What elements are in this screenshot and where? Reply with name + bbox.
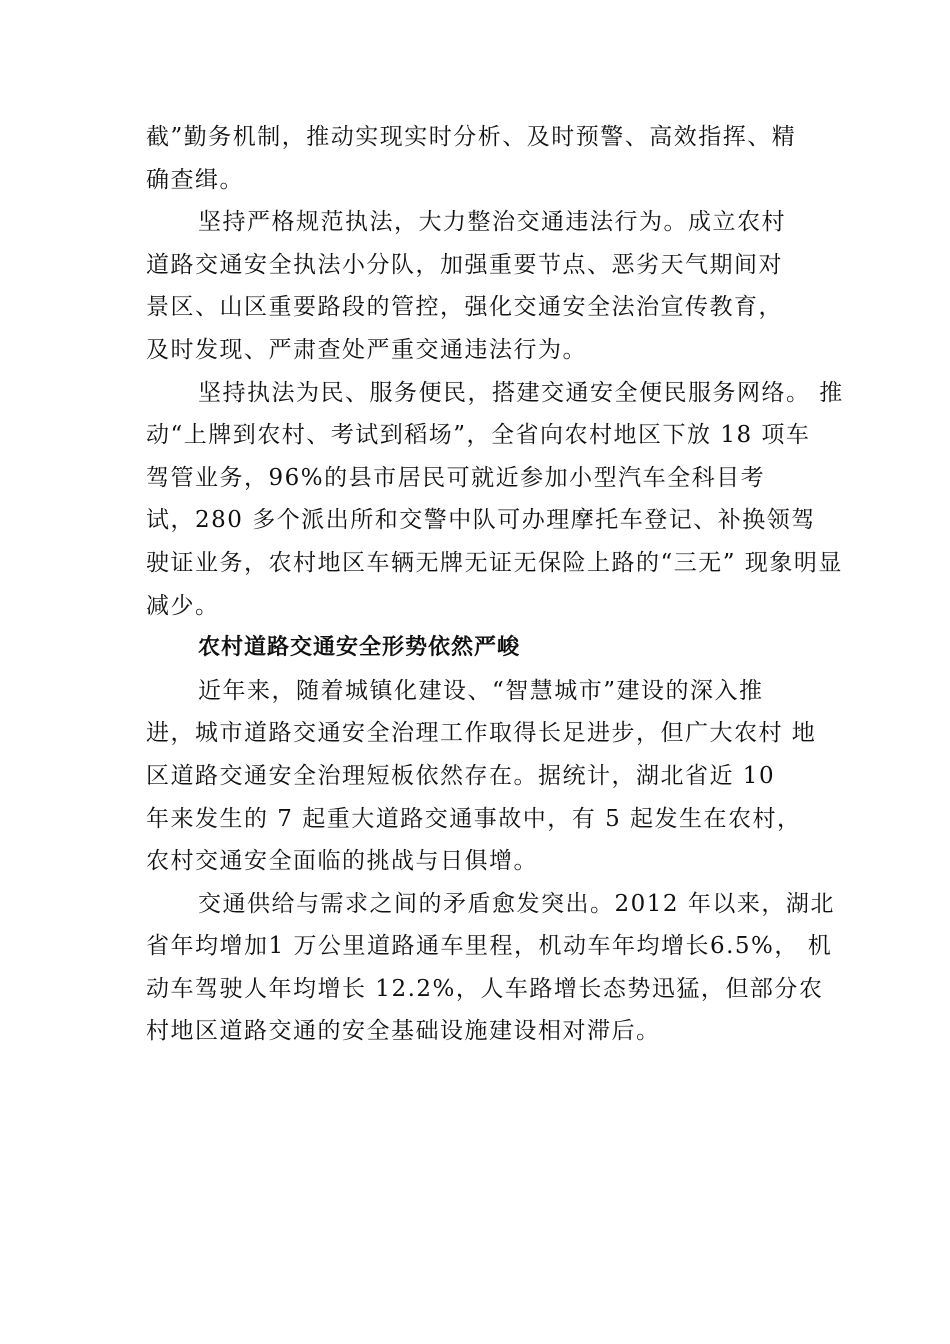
paragraph-start-line: 近年来，随着城镇化建设、“智慧城市”建设的深入推 (198, 677, 764, 704)
text-line: 截”勤务机制，推动实现实时分析、及时预警、高效指挥、精 (146, 124, 797, 150)
text-line: 动车驾驶人年均增长 12.2%，人车路增长态势迅猛，但部分农 (146, 975, 824, 1002)
section-heading: 农村道路交通安全形势依然严峻 (198, 635, 521, 661)
text-line: 驾管业务，96%的县市居民可就近参加小型汽车全科目考 (146, 464, 766, 491)
text-line: 村地区道路交通的安全基础设施建设相对滞后。 (146, 1018, 661, 1045)
text-line: 驶证业务，农村地区车辆无牌无证无保险上路的“三无” 现象明显 (146, 549, 843, 576)
text-line: 年来发生的 7 起重大道路交通事故中，有 5 起发生在农村， (146, 805, 802, 832)
text-line: 及时发现、严肃查处严重交通违法行为。 (146, 336, 587, 363)
text-line: 农村交通安全面临的挑战与日俱增。 (146, 848, 538, 875)
text-line: 道路交通安全执法小分队，加强重要节点、恶劣天气期间对 (146, 251, 783, 278)
paragraph-start-line: 坚持严格规范执法，大力整治交通违法行为。成立农村 (198, 209, 786, 236)
document-body (146, 116, 844, 1053)
text-line: 减少。 (146, 592, 220, 619)
text-line: 景区、山区重要路段的管控，强化交通安全法治宣传教育， (146, 294, 783, 321)
text-line: 省年均增加1 万公里道路通车里程，机动车年均增长6.5%， 机 (146, 933, 833, 960)
text-line: 确查缉。 (146, 166, 244, 193)
paragraph-start-line: 坚持执法为民、服务便民，搭建交通安全便民服务网络。 推 (198, 379, 844, 406)
text-line: 区道路交通安全治理短板依然存在。据统计，湖北省近 10 (146, 762, 776, 789)
paragraph-start-line: 交通供给与需求之间的矛盾愈发突出。2012 年以来，湖北 (198, 890, 835, 917)
text-line: 动“上牌到农村、考试到稻场”，全省向农村地区下放 18 项车 (146, 422, 811, 449)
text-line: 进，城市道路交通安全治理工作取得长足进步，但广大农村 地 (146, 720, 817, 747)
text-line: 试，280 多个派出所和交警中队可办理摩托车登记、补换领驾 (146, 507, 816, 534)
